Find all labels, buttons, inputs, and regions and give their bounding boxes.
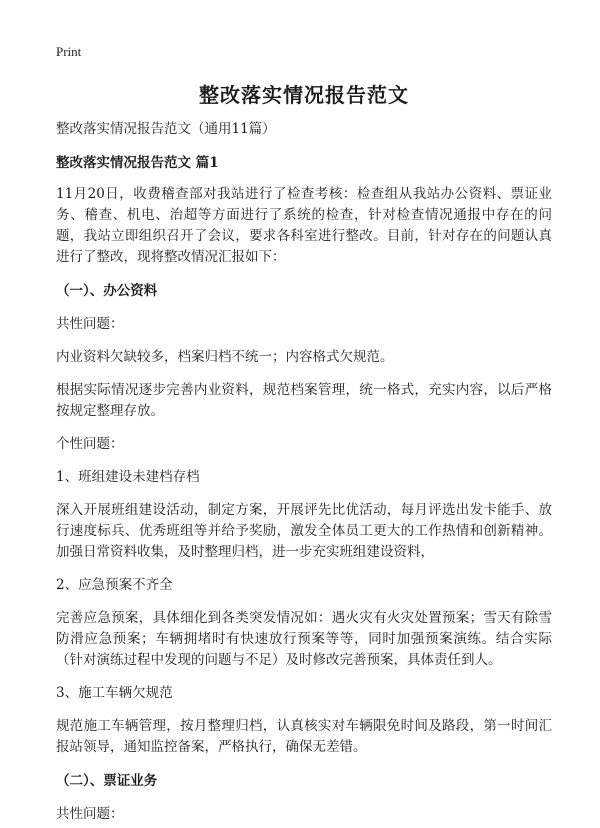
common-problems-label: 共性问题： (56, 316, 124, 332)
common-fix-text: 根据实际情况逐步完善内业资料，规范档案管理，统一格式，充实内容，以后严格按规定整理存放。 (56, 382, 552, 419)
item-text-construction-vehicles: 规范施工车辆管理，按月整理归档，认真核实对车辆限免时间及路段，第一时间汇报站领导，通知监控备案，严格执行，确保无差错。 (56, 718, 552, 755)
common-problem-text: 内业资料欠缺较多，档案归档不统一；内容格式欠规范。 (56, 349, 394, 365)
document-subtitle: 整改落实情况报告范文（通用11篇） (56, 121, 276, 137)
print-link[interactable]: Print (56, 44, 82, 59)
item-text-emergency-plan: 完善应急预案，具体细化到各类突发情况如：遇火灾有火灾处置预案；雪天有除雪防滑应急预案；车辆拥堵时有快速放行预案等等，同时加强预案演练。结合实际（针对演练过程中发现的问题与不足）及时修改完善预案，具体责任到人。 (56, 610, 552, 668)
article-heading: 整改落实情况报告范文 篇1 (56, 155, 219, 171)
item-label-emergency-plan: 2、应急预案不齐全 (56, 577, 173, 593)
item-text-team-building: 深入开展班组建设活动，制定方案，开展评先比优活动，每月评选出发卡能手、放行速度标兵、优秀班组等并给予奖励，激发全体员工更大的工作热情和创新精神。加强日常资料收集，及时整理归档，进一步充实班组建设资料， (56, 502, 552, 560)
item-label-team-building: 1、班组建设未建档存档 (56, 469, 200, 485)
section-heading-ticket-business: （二）、票证业务 (56, 773, 158, 789)
page-title: 整改落实情况报告范文 (199, 83, 409, 107)
section-heading-office-materials: （一）、办公资料 (56, 283, 158, 299)
intro-paragraph: 11月20日，收费稽查部对我站进行了检查考核：检查组从我站办公资料、票证业务、稽查、机电、治超等方面进行了系统的检查，针对检查情况通报中存在的问题，我站立即组织召开了会议，要求各科室进行整改。目前，针对存在的问题认真进行了整改，现将整改情况汇报如下： (56, 186, 552, 265)
item-label-construction-vehicles: 3、施工车辆欠规范 (56, 685, 173, 701)
common-problems-label-2: 共性问题： (56, 806, 124, 822)
individual-problems-label: 个性问题： (56, 436, 124, 452)
